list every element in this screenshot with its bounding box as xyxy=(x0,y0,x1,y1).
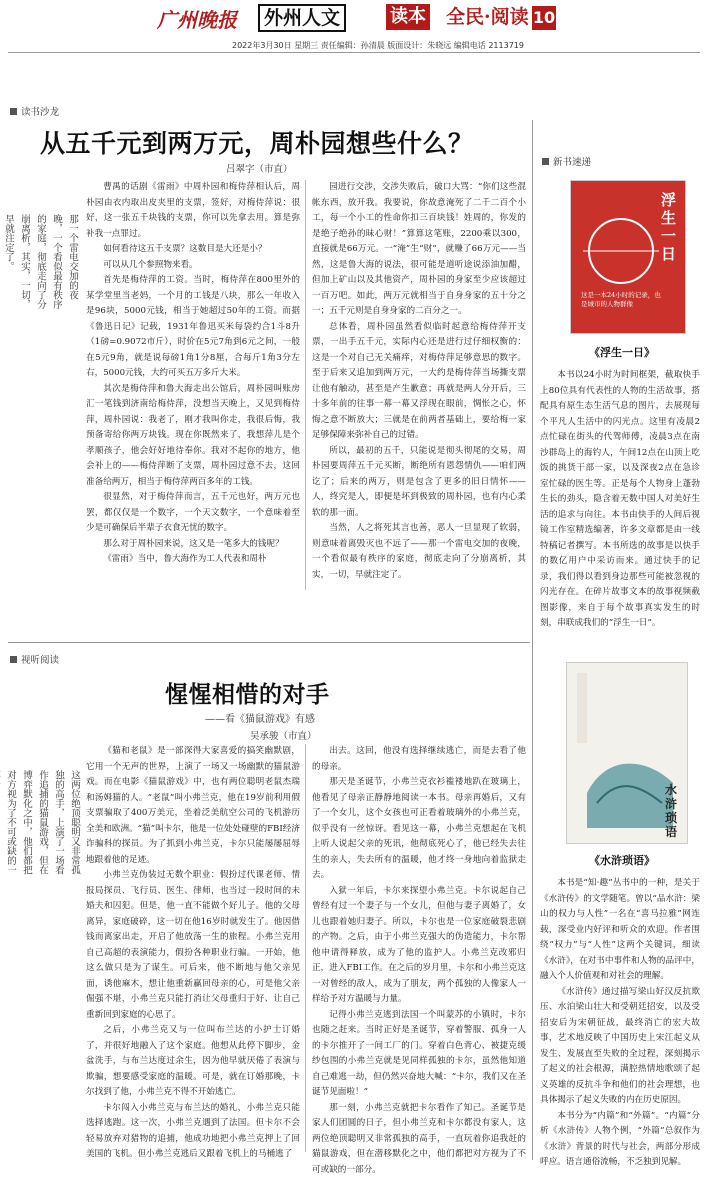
paragraph: 曹禺的话剧《雷雨》中周朴园和梅侍萍相认后，周朴园由衣内取出皮夹里的支票，签好，对梅侍萍说：很好，这一张五千块钱的支票，你可以先拿去用。算是弥补我一点罪过。 xyxy=(86,180,300,242)
book2-description xyxy=(540,876,700,1158)
paragraph: 那天是圣诞节，小弗兰克衣衫褴褛地趴在玻璃上，他看见了母亲正静静地阅读一本书。母亲再婚后，又有了一个女儿，这个女孩也可正看着玻璃外的小弗兰克，似乎没有一丝惊讶。看见这一幕，小弗兰克想起在飞机上听人说起父亲的死讯，他彻底死心了，他已经失去往生的亲人，失去所有的温暖，他才终一身地向着监狱走去。 xyxy=(312,775,526,884)
book1-description xyxy=(540,368,700,652)
paragraph: 本书是“知·趣”丛书中的一种，是关于《水浒传》的文学随笔。曾以“品水浒：梁山的权力与人性”一名在“喜马拉雅”网连载，深受业内好评和听众的欢迎。作者围绕“权力”与“人性”这两个关键词，细读《水浒》，在对书中事件和人物的品评中，融入个人价值观和对社会的理解。 xyxy=(540,876,700,985)
cover-title: 浮生一日 xyxy=(661,191,677,263)
paragraph: 卡尔闯入小弗兰克与布兰达的婚礼，小弗兰克只能选择逃跑。这一次，小弗兰克遇到了法国。但卡尔不会轻易放弃对猎物的追捕，他成功地把小弗兰克押上了回美国的飞机。但小弗兰克逃后又跟着飞机上的马桶逃了 xyxy=(86,1101,300,1163)
book2-caption: 《水浒琐语》 xyxy=(542,852,702,868)
paragraph: 那么对于周朴园来说，这又是一笔多大的钱呢？ xyxy=(86,537,300,553)
paragraph: 当然，人之将死其言也善，恶人一旦显现了软弱，则意味着离毁灭也不远了——那一个雷电交加的夜晚，一个看似最有秩序的家庭，彻底走向了分崩离析，其实，一切，早就注定了。 xyxy=(312,521,526,583)
paragraph: 如何看待这五千支票？这数目是大还是小？ xyxy=(86,242,300,258)
article1-column-1 xyxy=(86,180,300,596)
paragraph: 很显然，对于梅侍萍而言，五千元也好，两万元也罢，都仅仅是一个数字，一个天文数字，一个意味着至少是可确保后半辈子衣食无忧的数字。 xyxy=(86,490,300,537)
paragraph: 小弗兰克伪装过无数个职业：假扮过代课老师、情报局探员、飞行员、医生、律师，也当过一段时间的未婚夫和囚犯。但是，他一直不能做个好儿子。他的父母离异，家庭破碎，这一切在他16岁时就发生了。他因借钱而离家出走，开启了他放荡一生的旅程。小弗兰克用自己高超的表演能力，假扮各种职业行骗。一开始，他这么做只是为了谋生。可后来，他不断地与他父亲见面，诱他麻木，想让他重新赢回母亲的心，可是他父亲倔强不堪，小弗兰克只能打消让父母重归于好、让自己重新回到家庭的心思了。 xyxy=(86,868,300,1023)
paragraph: 出去。这回，他没有选择继续逃亡，而是去看了他的母亲。 xyxy=(312,744,526,775)
paragraph: 《雷雨》当中，鲁大海作为工人代表和周朴 xyxy=(86,552,300,568)
column-divider xyxy=(305,180,306,590)
paragraph: 《猫和老鼠》是一部深得大家喜爱的搞笑幽默剧，它用一个无声的世界，上演了一场又一场幽默的猫鼠游戏。而在电影《猫鼠游戏》中，也有两位聪明老鼠杰瑞和汤姆猫的人。“老鼠”叫小弗兰克，他在19岁前利用假支票骗取了400万美元，坐着泛美航空公司的飞机游历全美和欧洲。“猫”叫卡尔，他是一位处处碰壁的FBI经济诈骗科的探员。为了抓到小弗兰克，卡尔只能屡屡屈辱地跟着他的足迹。 xyxy=(86,744,300,868)
article1-author: 吕翠字（市直） xyxy=(226,161,293,175)
paragraph: 园进行交涉，交涉失败后，破口大骂：“你们这些混帐东西，放开我。我要说，你故意淹死了二千二百个小工，每一个小工的性命你扣三百块钱！姓周的，你发的是绝子绝孙的昧心财！”算算这笔账，2200乘以300，直接就是66万元。一“淹”生“财”，就赚了66万元——当然，这是鲁大海的说法，很可能是道听途说添油加醋，但加上矿山以及其他资产，周朴园的身家至少应该超过一百万吧。如此，两万元就相当于自身身家的五十分之一；五千元则是自身身家的二百分之一。 xyxy=(312,180,526,320)
article2-author: 吴承骏（市直） xyxy=(250,728,317,742)
book-cover-shuihu-suoyu xyxy=(566,662,688,844)
right-column-divider xyxy=(532,120,533,1160)
paragraph: 《水浒传》通过描写梁山好汉反抗欺压、水泊梁山壮大和受朝廷招安，以及受招安后为宋朝征战，最终消亡的宏大故事，艺术地反映了中国历史上宋江起义从发生、发展直至失败的全过程，深刻揭示了起义的社会根源，满腔热情地歌颂了起义英雄的反抗斗争和他们的社会理想，也具体揭示了起义失败的内在历史原因。 xyxy=(540,985,700,1109)
paragraph: 其次是梅侍萍和鲁大海走出公馆后，周朴园叫账房汇一笔钱到济南给梅侍萍，没想当天晚上，又见到梅侍萍，周朴园说：我老了，刚才我叫你走，我很后悔，我预备寄给你两万块钱。现在你既然来了，我想萍儿是个孝顺孩子，他会好好地待奉你。我对不起你的地方，他会补上的——梅侍萍断了支票，周朴园过意不去，这回准备给两万，相当于梅侍萍两百多年的工钱。 xyxy=(86,382,300,491)
paper-name: 广州晚报 xyxy=(157,4,237,33)
section-divider xyxy=(8,642,530,643)
article2-column-2 xyxy=(312,744,526,1154)
paragraph: 那一刻，小弗兰克就把卡尔看作了知己。圣诞节是家人们团圆的日子，但小弗兰克和卡尔都没有家人，这两位绝顶聪明又非常孤独的高手，一直玩着你追我赶的猫鼠游戏，但在潜移默化之中，他们都把对方视为了不可或缺的一部分。 xyxy=(312,1101,526,1178)
section-box: 读本 xyxy=(386,4,430,30)
paragraph: 可以从几个参照物来看。 xyxy=(86,258,300,274)
paragraph: 所以，最初的五千，只能说是彻头彻尾的交易，周朴园要周萍五千元买断，断绝所有恩怨情仇——咱们两讫了；后来的两万，则是包含了更多的旧日情怀——人，终究是人，即便是坏到极致的周朴园，也有内心柔软的那一面。 xyxy=(312,444,526,522)
divider xyxy=(8,52,700,53)
paragraph: 本书分为“内篇”和“外篇”。“内篇”分析《水浒传》人物个例，“外篇”总叙作为《水浒》背景的时代与社会，两部分形成呼应。语言通俗流畅，不乏独到见解。 xyxy=(540,1109,700,1171)
article2-column-1 xyxy=(86,744,300,1154)
masthead-meta: 2022年3月30日 星期三 责任编辑：孙清晨 版面设计：朱晓远 编辑电话 2113719 xyxy=(232,40,524,51)
paragraph: 入狱一年后，卡尔来探望小弗兰克。卡尔说起自己曾经有过一个妻子与一个女儿，但他与妻子离婚了，女儿也跟着她归妻子。所以，卡尔也是一位家庭破裂悲剧的产物。之后，由于小弗兰克强大的伪造能力，卡尔帮他申请得释放，成为了他的监护人。小弗兰克改邪归正，进入FBI工作。在之后的岁月里，卡尔和小弗兰克这一对曾经的敌人，成为了朋友，两个孤独的人像家人一样给予对方温暖与力量。 xyxy=(312,884,526,1008)
paragraph: 之后，小弗兰克又与一位叫布兰达的小护士订婚了，并很好地融入了这个家庭。他想从此停下脚步，金盆洗手，与布兰达度过余生，因为他早就厌倦了表演与欺骗，想要感受家庭的温暖。可是，就在订婚那晚，卡尔找到了他，小弗兰克不得不开始逃亡。 xyxy=(86,1023,300,1101)
cover-title: 水浒琐语 xyxy=(665,783,679,839)
column-divider xyxy=(305,744,306,1152)
article2-side-note: 这两位绝顶聪明又非常孤独的高手，上演了一场看作追捕的猫鼠游戏，但在博弈默化之中，他们都把对方视为了不可或缺的一 xyxy=(10,770,82,882)
article2-title: 惺惺相惜的对手 xyxy=(165,676,330,709)
book-cover-fusheng-yiri xyxy=(570,180,686,334)
paragraph: 本书以24小时为时间框架，截取快手上80位具有代表性的人物的生活故事，搭配具有原生态生活气息的图片，去展现每个平凡人生活中的闪光点。这里有凌晨2点忙碌在街头的代驾师傅，凌晨3点在南沙群岛上的海钓人，午间12点在山顶上吃饭的挑货干部一家，以及深夜2点在急诊室忙碌的医生等。正是每个人物身上蓬勃生长的劲头，隐含着无数中国人对美好生活的追求与向往。本书由快手的人间后视镜工作室精选编著，许多文章都是由一线特稿记者撰写。本书所选的故事是以快手的数亿用户中采访而来。通过快手的记录，我们得以看到身边那些可能被忽视的闪光存在。在碎片故事文本的故事视频截图影像，来自于每个故事真实发生的时刻，串联成我们的“浮生一日”。 xyxy=(540,368,700,632)
cover-text: 这是一本24小时的记录，也是城市的人物群像 xyxy=(581,291,661,309)
column-tag-new-books: 新书速递 xyxy=(542,154,591,168)
book1-caption: 《浮生一日》 xyxy=(542,344,702,360)
section-name: 外州人文 xyxy=(258,4,346,32)
column-tag-audiovisual: 视听阅读 xyxy=(10,652,59,666)
section-subtitle: 全民·阅读 xyxy=(446,4,529,30)
paragraph: 首先是梅侍萍的工资。当时，梅侍萍在800里外的某学堂里当老妈，一个月的工钱是八块，那么一年收入是96块，5000元钱，相当于她超过50年的工资。而据《鲁迅日记》记载，1931年鲁迅买米每袋约合1斗8升（1磅=0.9072市斤），时价在5元7角到6元之间，一般在5元9角，就是说每磅1角1分8厘，合每斤1角3分左右，5000元钱，大约可买五万多斤大米。 xyxy=(86,273,300,382)
paragraph: 总体看，周朴园虽然看似临时起意给梅侍萍开支票，一出手五千元，实际内心还是进行过仔细权衡的：这是一个对自己无关痛痒，对梅侍萍足够意思的数字。至于后来又追加到两万元，一大约是梅侍萍当场撕支票让他有触动，甚至是产生歉意；再就是两人分开后，三十多年前的往事一幕一幕又浮现在眼前，惆怅之心，怀悔之意不断放大；三就是在前两者基础上，要给梅一家足够保障来弥补自己的过错。 xyxy=(312,320,526,444)
article1-column-2 xyxy=(312,180,526,596)
article2-subtitle: ——看《猫鼠游戏》有感 xyxy=(205,710,315,725)
article1-title: 从五千元到两万元，周朴园想些什么？ xyxy=(40,124,474,160)
column-tag-reading-salon: 读书沙龙 xyxy=(10,104,59,118)
masthead xyxy=(0,0,708,36)
paragraph: 记得小弗兰克逃到法国一个叫蒙苏的小镇时，卡尔也随之赶来。当时正好是圣诞节，穿着警服、孤身一人的卡尔推开了一间工厂的门。穿着白色背心、被捷克缓纱包围的小弗兰克就是见同样孤独的卡尔，虽然他知道自己难逃一劫，但仍然兴奋地大喊：“卡尔，我们又在圣诞节见面啦！” xyxy=(312,1008,526,1101)
article1-side-note: 那一个雷电交加的夜晚，一个看似最有秩序的家庭，彻底走向了分崩离析，其实，一切，早就注定了。 xyxy=(10,214,80,314)
page-number: 10 xyxy=(532,6,556,30)
